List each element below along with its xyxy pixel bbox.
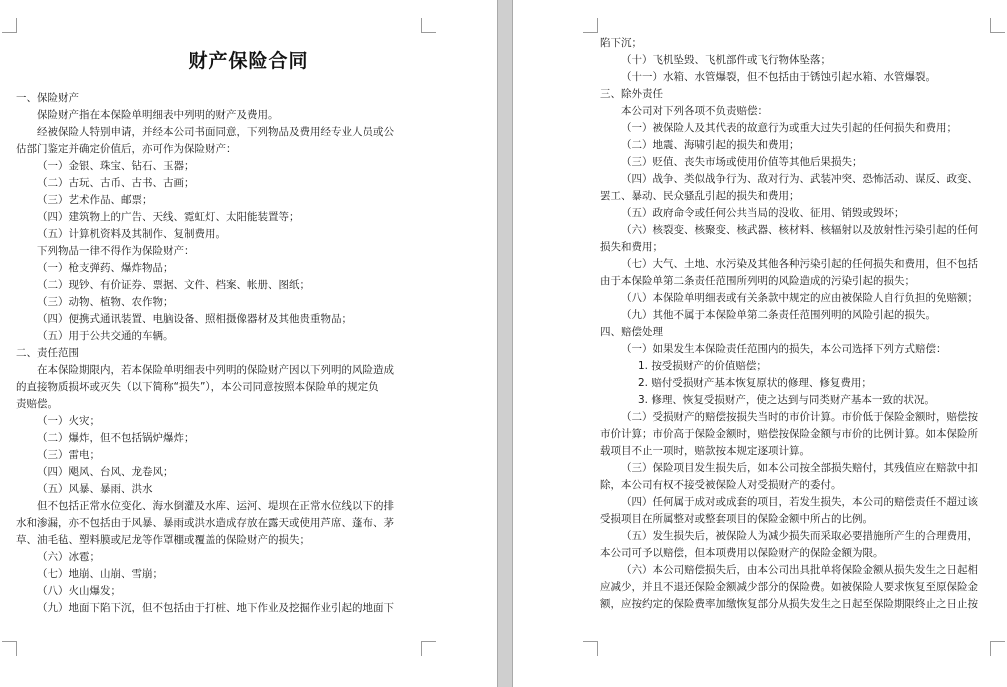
paragraph-line: （二）古玩、古币、古书、古画；: [37, 177, 195, 189]
paragraph-line: 额，应按约定的保险费率加缴恢复部分从损失发生之日起至保险期限终止之日止按: [600, 598, 978, 610]
paragraph-line: （四）便携式通讯装置、电脑设备、照相摄像器材及其他贵重物品；: [37, 313, 352, 325]
paragraph-line: （八）本保险单明细表或有关条款中规定的应由被保险人自行负担的免赔额；: [621, 292, 978, 304]
paragraph-line: 二、责任范围: [16, 347, 79, 359]
paragraph-line: 1. 按受损财产的价值赔偿；: [638, 360, 767, 372]
paragraph-line: （一）如果发生本保险责任范围内的损失，本公司选择下列方式赔偿：: [621, 343, 947, 355]
paragraph-line: 罢工、暴动、民众骚乱引起的损失和费用；: [600, 190, 800, 202]
paragraph-line: （二）地震、海啸引起的损失和费用；: [621, 139, 800, 151]
paragraph-line: 由于本保险单第二条责任范围所列明的风险造成的污染引起的损失；: [600, 275, 915, 287]
paragraph-line: （六）冰雹；: [37, 551, 100, 563]
paragraph-line: （七）大气、土地、水污染及其他各种污染引起的任何损失和费用，但不包括: [621, 258, 978, 270]
paragraph-line: 本公司对下列各项不负责赔偿：: [621, 105, 768, 117]
page-gutter: [497, 0, 513, 687]
paragraph-line: 受损项目在所属整对或整套项目的保险金额中所占的比例。: [600, 513, 873, 525]
paragraph-line: （四）飓风、台风、龙卷风；: [37, 466, 174, 478]
paragraph-line: （一）枪支弹药、爆炸物品；: [37, 262, 174, 274]
document-title: 财产保险合同: [188, 50, 309, 72]
paragraph-line: 除，本公司有权不接受被保险人对受损财产的委付。: [600, 479, 842, 491]
margin-corner-mark: [2, 18, 17, 33]
paragraph-line: 3. 修理、恢复受损财产，使之达到与同类财产基本一致的状况。: [638, 394, 935, 406]
paragraph-line: 水和渗漏，亦不包括由于风暴、暴雨或洪水造成存放在露天或使用芦席、蓬布、茅: [16, 517, 394, 529]
paragraph-line: （四）任何属于成对或成套的项目，若发生损失，本公司的赔偿责任不超过该: [621, 496, 978, 508]
paragraph-line: （三）雷电；: [37, 449, 100, 461]
paragraph-line: （五）用于公共交通的车辆。: [37, 330, 174, 342]
paragraph-line: 保险财产指在本保险单明细表中列明的财产及费用。: [37, 109, 279, 121]
paragraph-line: （一）金银、珠宝、钻石、玉器；: [37, 160, 195, 172]
paragraph-line: 下列物品一律不得作为保险财产：: [37, 245, 195, 257]
margin-corner-mark: [421, 641, 436, 656]
paragraph-line: 2. 赔付受损财产基本恢复原状的修理、修复费用；: [638, 377, 872, 389]
paragraph-line: （一）被保险人及其代表的故意行为或重大过失引起的任何损失和费用；: [621, 122, 957, 134]
paragraph-line: 四、赔偿处理: [600, 326, 663, 338]
paragraph-line: 但不包括正常水位变化、海水倒灌及水库、运河、堤坝在正常水位线以下的排: [37, 500, 394, 512]
document-page-right: [513, 0, 1007, 687]
paragraph-line: 应减少，并且不退还保险金额减少部分的保险费。如被保险人要求恢复至原保险金: [600, 581, 978, 593]
margin-corner-mark: [990, 18, 1005, 33]
paragraph-line: （四）建筑物上的广告、天线、霓虹灯、太阳能装置等；: [37, 211, 300, 223]
paragraph-line: 的直接物质损坏或灭失（以下简称“损失”），本公司同意按照本保险单的规定负: [16, 381, 379, 393]
margin-corner-mark: [583, 18, 598, 33]
paragraph-line: （二）受损财产的赔偿按损失当时的市价计算。市价低于保险金额时，赔偿按: [621, 411, 978, 423]
paragraph-line: （九）其他不属于本保险单第二条责任范围列明的风险引起的损失。: [621, 309, 936, 321]
paragraph-line: 一、保险财产: [16, 92, 79, 104]
paragraph-line: （一）火灾；: [37, 415, 100, 427]
paragraph-line: （六）核裂变、核聚变、核武器、核材料、核辐射以及放射性污染引起的任何: [621, 224, 978, 236]
margin-corner-mark: [421, 18, 436, 33]
paragraph-line: 损失和费用；: [600, 241, 663, 253]
paragraph-line: 本公司可予以赔偿，但本项费用以保险财产的保险金额为限。: [600, 547, 884, 559]
paragraph-line: 估部门鉴定并确定价值后，亦可作为保险财产：: [16, 143, 237, 155]
margin-corner-mark: [583, 641, 598, 656]
paragraph-line: （五）计算机资料及其制作、复制费用。: [37, 228, 226, 240]
paragraph-line: 责赔偿。: [16, 398, 58, 410]
paragraph-line: （十一）水箱、水管爆裂，但不包括由于锈蚀引起水箱、水管爆裂。: [621, 71, 936, 83]
paragraph-line: （五）风暴、暴雨、洪水: [37, 483, 153, 495]
paragraph-line: （三）贬值、丧失市场或使用价值等其他后果损失；: [621, 156, 863, 168]
paragraph-line: 载项目不止一项时，赔款按本规定逐项计算。: [600, 445, 810, 457]
paragraph-line: （四）战争、类似战争行为、敌对行为、武装冲突、恐怖活动、谋反、政变、: [621, 173, 978, 185]
paragraph-line: （九）地面下陷下沉，但不包括由于打桩、地下作业及挖掘作业引起的地面下: [37, 602, 394, 614]
paragraph-line: （八）火山爆发；: [37, 585, 121, 597]
paragraph-line: 市价计算；市价高于保险金额时，赔偿按保险金额与市价的比例计算。如本保险所: [600, 428, 978, 440]
paragraph-line: 在本保险期限内，若本保险单明细表中列明的保险财产因以下列明的风险造成: [37, 364, 394, 376]
paragraph-line: （三）保险项目发生损失后，如本公司按全部损失赔付，其残值应在赔款中扣: [621, 462, 978, 474]
paragraph-line: （五）发生损失后，被保险人为减少损失而采取必要措施所产生的合理费用，: [621, 530, 978, 542]
paragraph-line: （七）地崩、山崩、雪崩；: [37, 568, 163, 580]
document-page-left: [0, 0, 497, 687]
margin-corner-mark: [2, 641, 17, 656]
paragraph-line: （三）动物、植物、农作物；: [37, 296, 174, 308]
margin-corner-mark: [990, 641, 1005, 656]
paragraph-line: 经被保险人特别申请，并经本公司书面同意，下列物品及费用经专业人员或公: [37, 126, 394, 138]
paragraph-line: 陷下沉；: [600, 37, 642, 49]
paragraph-line: （五）政府命令或任何公共当局的没收、征用、销毁或毁坏；: [621, 207, 905, 219]
paragraph-line: （二）现钞、有价证券、票据、文件、档案、帐册、图纸；: [37, 279, 310, 291]
paragraph-line: 草、油毛毡、塑料膜或尼龙等作罩棚或覆盖的保险财产的损失；: [16, 534, 310, 546]
paragraph-line: （六）本公司赔偿损失后，由本公司出具批单将保险金额从损失发生之日起相: [621, 564, 978, 576]
paragraph-line: （三）艺术作品、邮票；: [37, 194, 153, 206]
paragraph-line: （二）爆炸，但不包括锅炉爆炸；: [37, 432, 195, 444]
paragraph-line: （十）飞机坠毁、飞机部件或飞行物体坠落；: [621, 54, 831, 66]
paragraph-line: 三、除外责任: [600, 88, 663, 100]
